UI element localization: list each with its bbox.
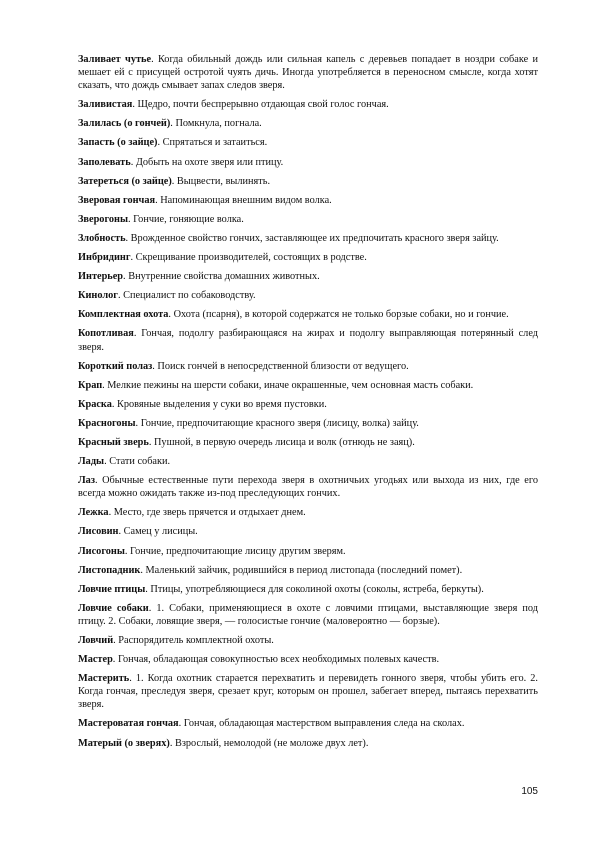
entry-definition: . Гончая, подолгу разбирающаяся на жирах и подолгу выправляющая потерянный след зверя. (78, 328, 538, 353)
glossary-entry (78, 602, 538, 628)
glossary-entry (78, 270, 538, 283)
glossary-entry (78, 213, 538, 226)
entry-definition: . Стати собаки. (104, 456, 171, 468)
entry-definition: . Обычные естественные пути перехода зверя в охотничьих угодьях или выхода из них, где его всегда можно ожидать также из-под преследующих гончих. (78, 475, 538, 500)
entry-definition: . Гончая, обладающая совокупностью всех необходимых полевых качеств. (112, 654, 440, 666)
entry-definition: . Кровяные выделения у суки во время пустовки. (111, 398, 327, 410)
entry-term: Листопадник (78, 564, 141, 576)
entry-term: Злобность (78, 232, 126, 244)
glossary-entry (78, 634, 538, 647)
entry-term: Комплектная охота (78, 309, 169, 321)
entry-definition: . Взрослый, немолодой (не моложе двух лет). (169, 737, 369, 749)
glossary-entry (78, 327, 538, 353)
glossary-entry (78, 583, 538, 596)
entry-definition: . Напоминающая внешним видом волка. (155, 194, 332, 206)
entry-definition: . Помкнула, погнала. (170, 118, 262, 130)
glossary-entry (78, 398, 538, 411)
glossary-entry (78, 545, 538, 558)
entry-term: Зверогоны (78, 213, 128, 225)
entry-term: Зверовая гончая (78, 194, 156, 206)
entry-definition: . Гончие, предпочитающие лисицу другим зверям. (124, 545, 346, 557)
page-number: 105 (521, 786, 538, 797)
entry-term: Залилась (о гончей) (78, 118, 171, 130)
glossary-entry (78, 672, 538, 711)
entry-definition: . Спрятаться и затаиться. (157, 137, 268, 149)
entry-term: Заливистая (78, 99, 133, 111)
entry-term: Ловчий (78, 635, 114, 646)
entry-term: Лады (78, 456, 105, 468)
entry-definition: . Место, где зверь прячется и отдыхает днем. (108, 507, 306, 519)
entry-term: Красногоны (78, 417, 136, 429)
glossary-entry (78, 474, 538, 500)
glossary-entry (78, 53, 538, 92)
glossary-entry (78, 156, 538, 169)
entry-definition: . Гончие, гоняющие волка. (127, 213, 244, 225)
entry-definition: . Распорядитель комплектной охоты. (113, 635, 274, 646)
entry-term: Мастерить (78, 673, 130, 685)
entry-term: Копотливая (78, 328, 134, 340)
entry-term: Матерый (о зверях) (78, 737, 170, 749)
glossary-entry (78, 564, 538, 577)
glossary-entry (78, 117, 538, 130)
entry-definition: . Врожденное свойство гончих, заставляющее их предпочитать красного зверя зайцу. (125, 232, 499, 244)
entry-term: Лаз (78, 475, 95, 487)
entry-term: Короткий полаз (78, 360, 153, 372)
entry-definition: . Самец у лисицы. (118, 526, 198, 538)
glossary-entry (78, 436, 538, 449)
entry-definition: . Маленький зайчик, родившийся в период листопада (последний помет). (140, 564, 463, 576)
glossary-entry (78, 251, 538, 264)
entry-term: Лисогоны (78, 545, 125, 557)
glossary-entry (78, 136, 538, 149)
entry-term: Мастер (78, 654, 113, 666)
entry-term: Мастероватая гончая (78, 718, 179, 730)
entry-term: Красный зверь (78, 436, 149, 448)
glossary-entry (78, 506, 538, 519)
entry-term: Краска (78, 398, 112, 410)
entry-definition: . Добыть на охоте зверя или птицу. (130, 156, 284, 168)
entry-term: Крап (78, 379, 103, 391)
entry-term: Заливает чутье (78, 54, 152, 65)
glossary-entry (78, 455, 538, 468)
glossary-entry (78, 289, 538, 302)
entry-definition: . Выцвести, вылинять. (171, 175, 271, 187)
entry-term: Ловчие собаки (78, 602, 149, 614)
entry-definition: . Щедро, почти беспрерывно отдающая свой голос гончая. (132, 99, 389, 111)
entry-term: Ловчие птицы (78, 583, 146, 595)
entry-definition: . Скрещивание производителей, состоящих в родстве. (130, 252, 367, 264)
glossary-entry (78, 98, 538, 111)
glossary-entry (78, 717, 538, 730)
entry-term: Кинолог (78, 290, 118, 302)
entry-term: Лежка (78, 507, 109, 519)
entry-term: Заполевать (78, 156, 131, 168)
entry-definition: . 1. Собаки, применяющиеся в охоте с ловчими птицами, выставляющие зверя под птицу. 2. Собаки, ловящие зверя, — голосистые гончие (маловероятно — борзые). (78, 602, 538, 627)
glossary-entry (78, 737, 538, 750)
entry-term: Запасть (о зайце) (78, 137, 158, 149)
entry-definition: . Птицы, употребляющиеся для соколиной охоты (соколы, ястреба, беркуты). (145, 583, 484, 595)
entry-term: Затереться (о зайце) (78, 175, 172, 187)
entry-term: Интерьер (78, 271, 124, 283)
entry-definition: . Мелкие пежины на шерсти собаки, иначе окрашенные, чем основная масть собаки. (102, 379, 474, 391)
glossary-entry (78, 525, 538, 538)
glossary-entry (78, 194, 538, 207)
entry-definition: . Поиск гончей в непосредственной близости от ведущего. (152, 360, 409, 372)
entry-term: Инбридинг (78, 252, 131, 264)
entry-definition: . Внутренние свойства домашних животных. (123, 271, 320, 283)
entry-term: Лисовин (78, 526, 119, 538)
glossary-body (78, 53, 538, 756)
entry-definition: . Пушной, в первую очередь лисица и волк (отнюдь не заяц). (148, 436, 415, 448)
glossary-entry (78, 653, 538, 666)
entry-definition: . Гончая, обладающая мастерством выправления следа на сколах. (178, 718, 465, 730)
glossary-entry (78, 360, 538, 373)
glossary-entry (78, 175, 538, 188)
entry-definition: . Когда обильный дождь или сильная капель с деревьев попадает в ноздри собаке и мешает ей с присущей остротой чуять дичь. Иногда употребляется в переносном смысле, когда хотят сказать, что дождь смывает запах следов зверя. (78, 54, 538, 92)
glossary-entry (78, 379, 538, 392)
entry-definition: . Гончие, предпочитающие красного зверя (лисицу, волка) зайцу. (135, 417, 419, 429)
glossary-entry (78, 232, 538, 245)
entry-definition: . Охота (псарня), в которой содержатся не только борзые собаки, но и гончие. (168, 309, 509, 321)
entry-definition: . Специалист по собаководству. (117, 290, 256, 302)
entry-definition: . 1. Когда охотник старается перехватить и перевидеть гонного зверя, чтобы убить его. 2. Когда гончая, преследуя зверя, срезает круг, которым он прошел, забегает вперед, пытаясь перехватить зверя. (78, 673, 538, 711)
glossary-entry (78, 417, 538, 430)
glossary-entry (78, 308, 538, 321)
